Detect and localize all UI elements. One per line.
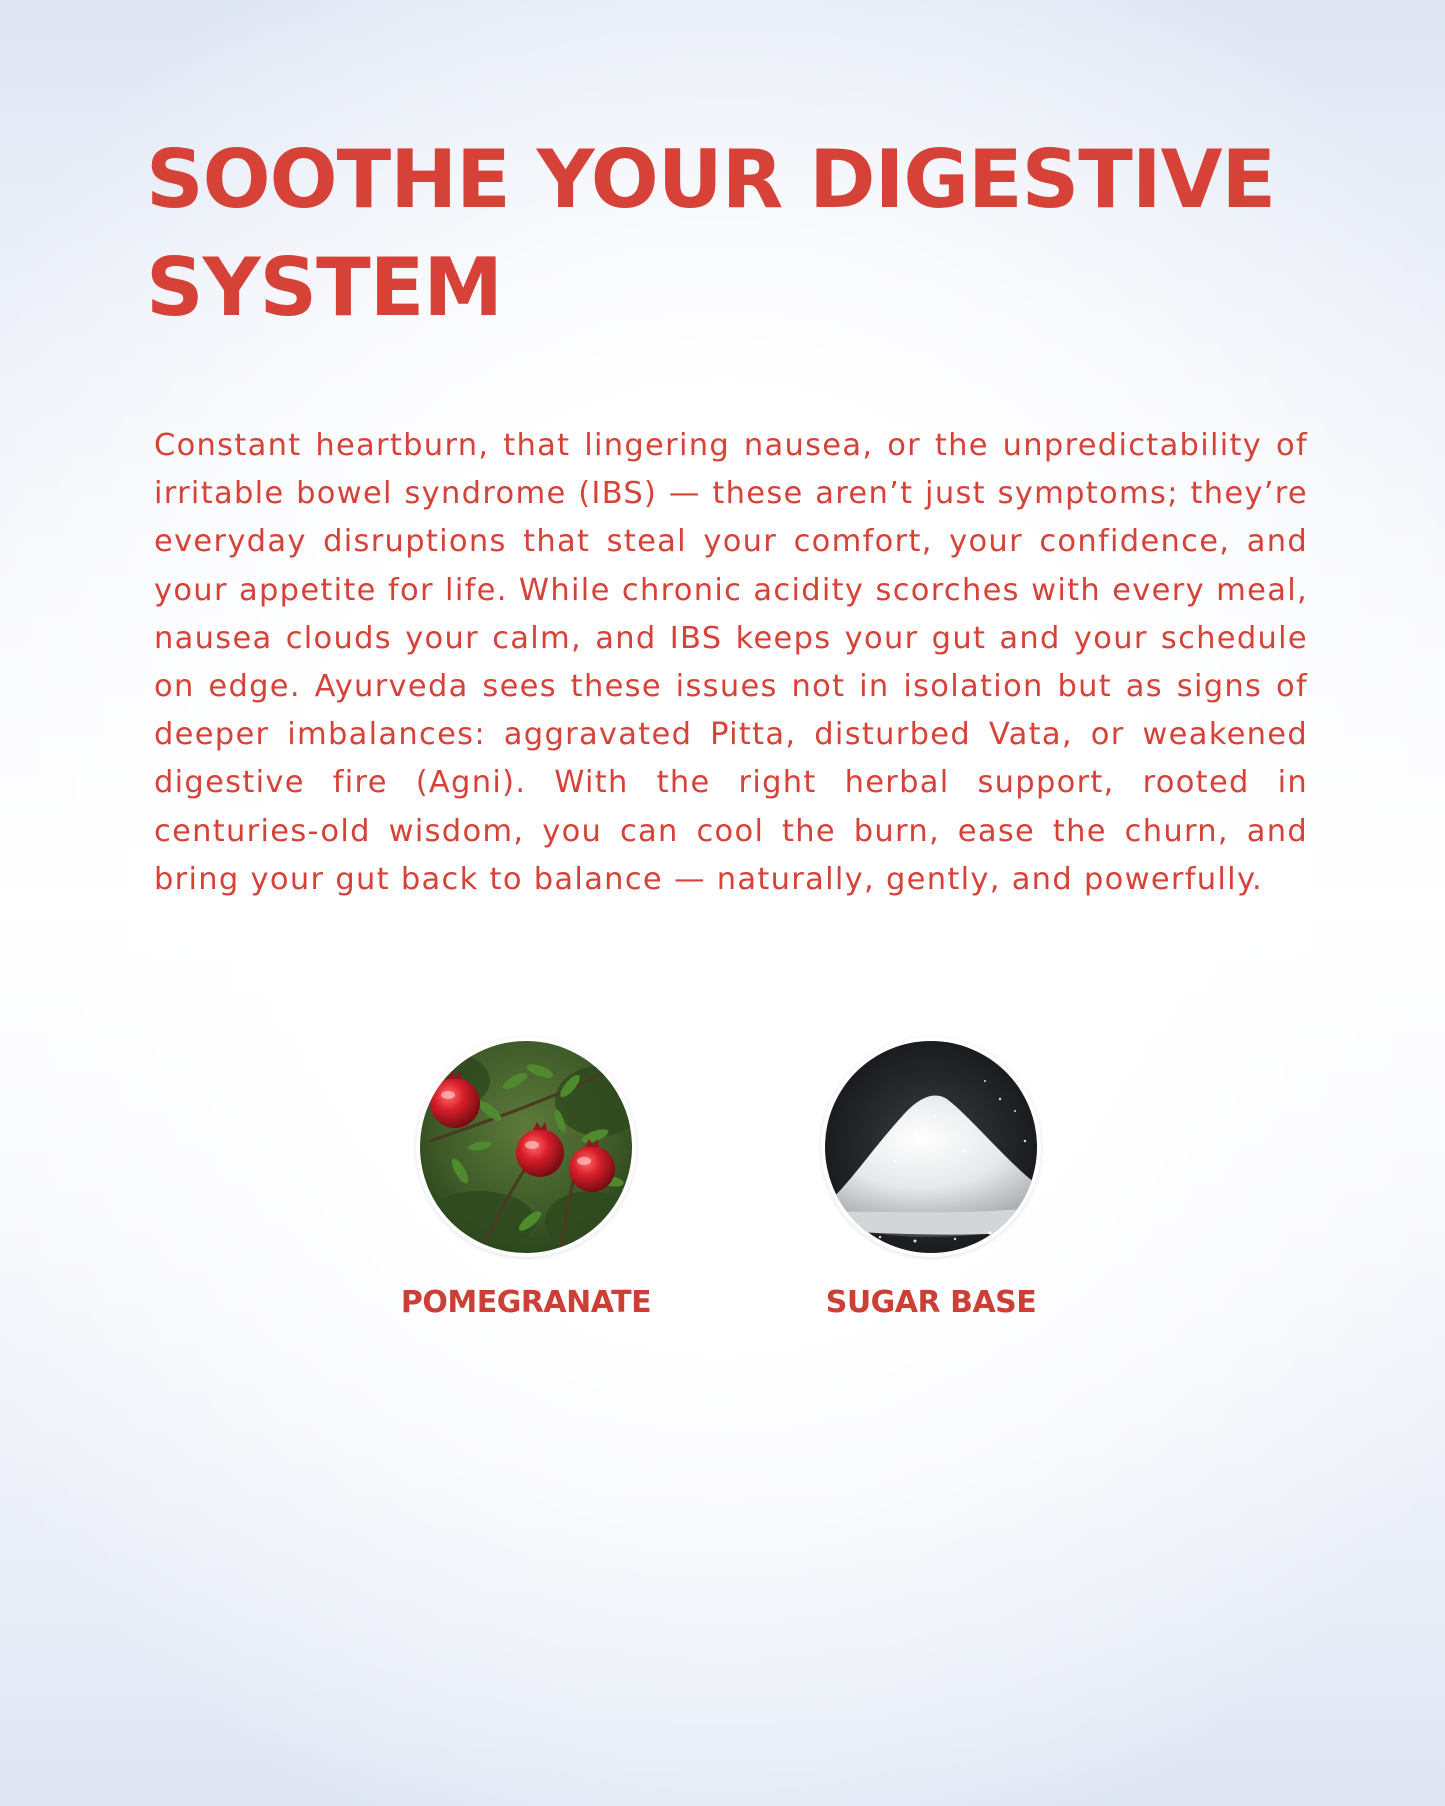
pomegranate-photo [416,1037,636,1257]
ingredient-sugar-base [781,1037,1081,1327]
sugar-photo [821,1037,1041,1257]
ingredient-list [0,1037,1445,1337]
ingredient-label-pomegranate: POMEGRANATE [400,1285,652,1320]
ingredient-label-sugar-base: SUGAR BASE [825,1285,1037,1320]
ingredient-pomegranate [376,1037,676,1327]
pomegranate-image [420,1041,632,1253]
intro-paragraph: Constant heartburn, that lingering nausea, or the unpredictability of irritable bowel syndrome (IBS) — these aren’t just symptoms; they’re everyday disruptions that steal your comfort, your confidence, and your appetite for life. While chronic acidity scorches with every meal, nausea clouds your calm, and IBS keeps your gut and your schedule on edge. Ayurveda sees these issues not in isolation but as signs of deeper imbalances: aggravated Pitta, disturbed Vata, or weakened digestive fire (Agni). With the right herbal support, rooted in centuries-old wisdom, you can cool the burn, ease the churn, and bring your gut back to balance — naturally, gently, and powerfully. [154,428,1308,897]
page-title: SOOTHE YOUR DIGESTIVE SYSTEM [146,133,1276,334]
sugar-image [825,1041,1037,1253]
